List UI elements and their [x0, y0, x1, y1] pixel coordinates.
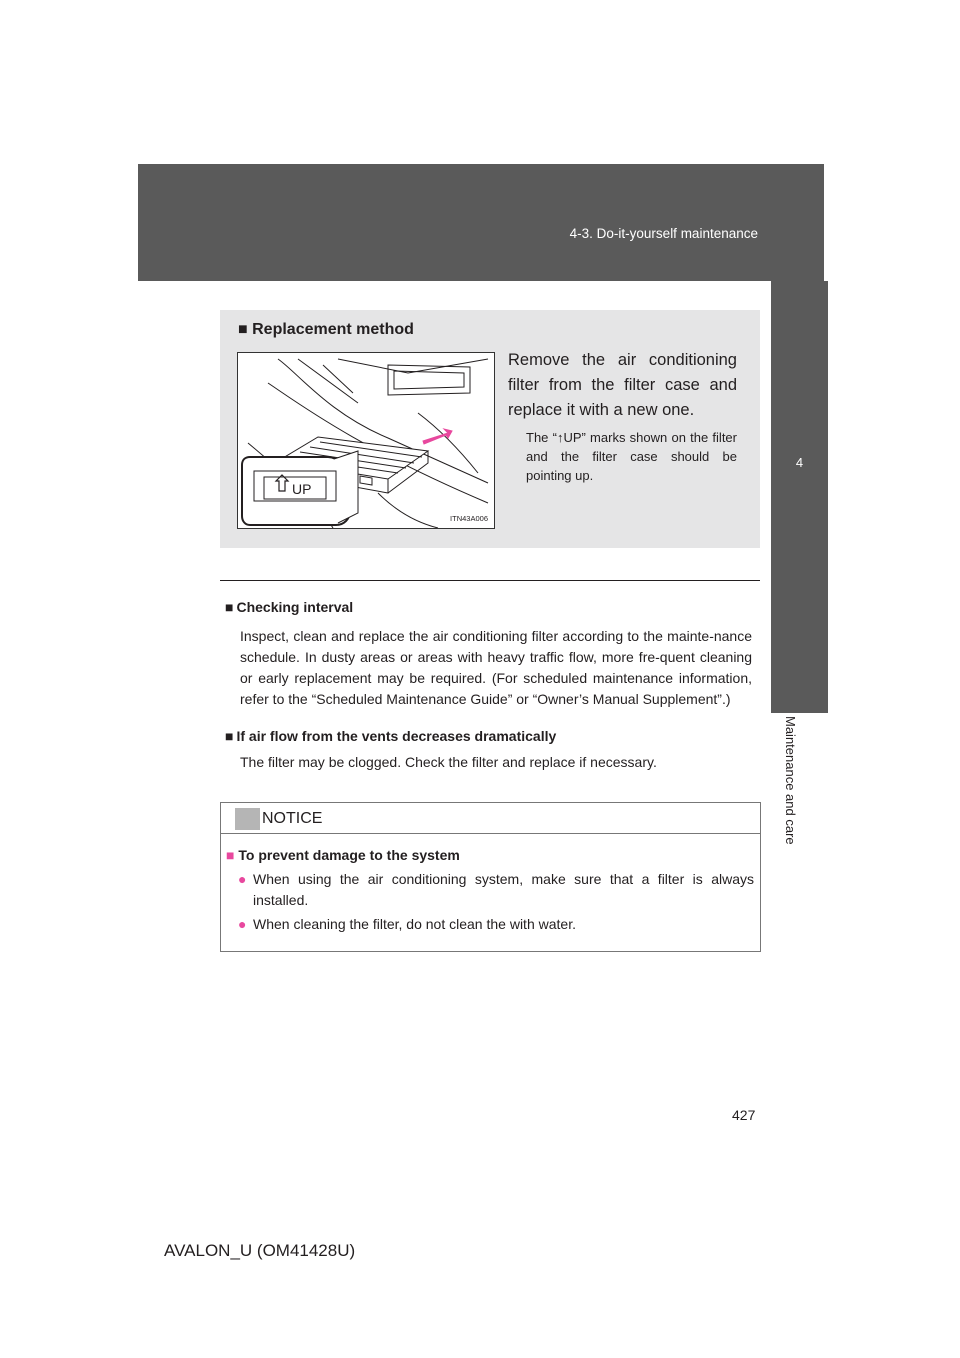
chapter-number: 4: [795, 455, 804, 470]
replacement-note: [526, 428, 737, 485]
square-bullet-icon: ■: [225, 599, 234, 615]
footer-model-code: AVALON_U (OM41428U): [164, 1241, 356, 1260]
replacement-heading: [238, 321, 414, 339]
notice-swatch-icon: [235, 808, 260, 830]
circle-bullet-icon: ●: [238, 871, 247, 887]
square-bullet-icon: ■: [225, 728, 234, 744]
checking-body: Inspect, clean and replace the air conditioning filter according to the mainte-nance schedule. In dusty areas or areas with heavy traffic flow, more fre-quent cleaning or early replacement may be required. (For scheduled maintenance information, refer to the “Scheduled Maintenance Guide” or “Owner’s Manual Supplement”.): [240, 628, 752, 707]
filter-drawing: [238, 353, 494, 528]
replacement-text: Remove the air conditioning filter from the filter case and replace it with a new one.: [508, 351, 737, 419]
notice-label: NOTICE: [262, 810, 323, 827]
square-bullet-icon: ■: [238, 321, 248, 338]
notice-bullet-text: When using the air conditioning system, make sure that a filter is always installed.: [253, 871, 754, 908]
header-band: [138, 164, 824, 281]
filter-illustration: [237, 352, 495, 529]
figure-code: ITN43A006: [450, 514, 488, 523]
notice-bullet: [238, 914, 754, 935]
notice-subheading-text: To prevent damage to the system: [238, 847, 460, 863]
note-suffix: UP” marks shown on the filter and the filter case should be pointing up.: [526, 430, 737, 483]
section-divider: [220, 580, 760, 581]
up-arrow-icon: ↑: [556, 430, 564, 445]
chapter-title: Maintenance and care: [783, 716, 798, 845]
replacement-heading-text: Replacement method: [252, 321, 414, 338]
notice-box: [220, 802, 761, 952]
airflow-heading-text: If air flow from the vents decreases dramatically: [236, 728, 557, 744]
replacement-method-box: [220, 310, 760, 548]
checking-heading-text: Checking interval: [236, 599, 354, 615]
section-title: 4-3. Do-it-yourself maintenance: [569, 226, 758, 241]
airflow-heading: [225, 728, 556, 744]
checking-heading: [225, 599, 353, 615]
circle-bullet-icon: ●: [238, 916, 247, 932]
airflow-body: The filter may be clogged. Check the filter and replace if necessary.: [240, 754, 657, 770]
up-mark-label: UP: [292, 481, 312, 497]
notice-header: [221, 803, 760, 834]
square-bullet-icon: ■: [226, 847, 235, 863]
notice-bullet-text: When cleaning the filter, do not clean the with water.: [253, 916, 576, 932]
note-prefix: The “: [526, 430, 557, 445]
chapter-tab: [771, 281, 828, 713]
notice-subheading: [226, 847, 460, 863]
notice-bullet: [238, 869, 754, 911]
page-number: 427: [732, 1107, 756, 1123]
